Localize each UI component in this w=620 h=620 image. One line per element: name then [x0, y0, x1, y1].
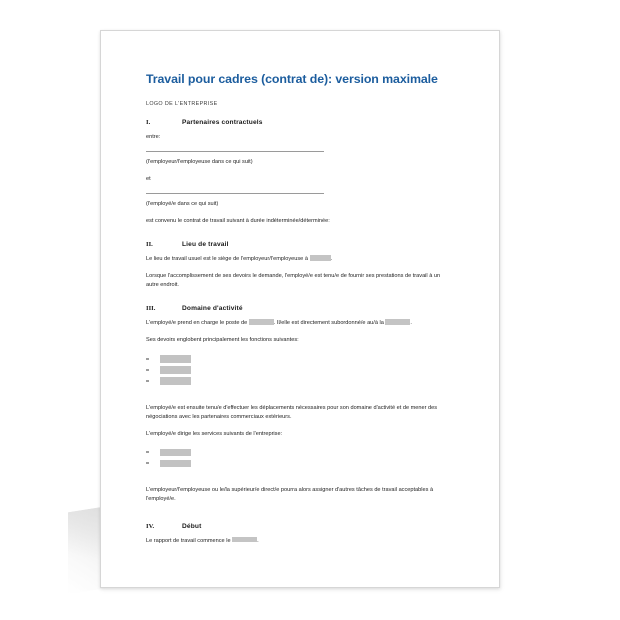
square-bullet-icon [146, 358, 160, 361]
caption-employer: (l'employeur/l'employeuse dans ce qui suit) [146, 158, 253, 165]
section-title-ii: Lieu de travail [182, 241, 229, 249]
blank-field-service[interactable] [160, 449, 191, 456]
signature-line-employer [146, 151, 324, 152]
services-bullet-list [146, 447, 454, 469]
spacer [146, 397, 454, 404]
page-content [101, 31, 499, 546]
section-heading-ii [146, 241, 454, 248]
section-iii-paragraph-4: L'employé/e dirige les services suivants de l'entreprise: [146, 430, 283, 437]
section-title-iii: Domaine d'activité [182, 305, 243, 313]
list-item[interactable] [146, 447, 454, 458]
spacer [146, 512, 454, 523]
section-iii-paragraph-2: Ses devoirs englobent principalement les fonctions suivantes: [146, 337, 299, 344]
page-title: Travail pour cadres (contrat de): version maximale [146, 72, 438, 86]
section-number-ii: II. [146, 241, 153, 249]
company-logo-placeholder: LOGO DE L'ENTREPRISE [146, 100, 218, 107]
square-bullet-icon [146, 462, 160, 465]
spacer [146, 298, 454, 305]
section-title-iv: Début [182, 522, 202, 530]
text-fragment: . [330, 256, 333, 263]
list-item[interactable] [146, 376, 454, 387]
section-iii-paragraph-1 [146, 319, 454, 328]
section-ii-paragraph-2: Lorsque l'accomplissement de ses devoirs le demande, l'employé/e est tenu/e de fournir ses prestations de travail à un autre endroit. [146, 273, 441, 289]
section-number-i: I. [146, 118, 151, 126]
section-iii-paragraph-3: L'employé/e est ensuite tenu/e d'effectuer les déplacements nécessaires pour son domaine d'activité et de mener des négociations avec les partenaires commerciaux extérieurs. [146, 404, 438, 420]
document-page [100, 30, 500, 588]
blank-field-start-date[interactable] [232, 537, 257, 543]
text-fragment: L'employé/e prend en charge le poste de [146, 320, 248, 327]
spacer [146, 234, 454, 241]
section-i-conjunction: et [146, 175, 151, 182]
section-heading-iii [146, 305, 454, 312]
section-iv-paragraph-1 [146, 537, 454, 546]
section-iii-paragraph-5: L'employeur/l'employeuse ou le/la supérieur/e direct/e pourra alors assigner d'autres tâches de travail acceptables à l'employé/e. [146, 486, 434, 502]
text-fragment: Le lieu de travail usuel est le siège de l'employeur/l'employeuse à [146, 256, 308, 263]
blank-field-duty[interactable] [160, 366, 191, 373]
signature-line-employee [146, 193, 324, 194]
section-number-iii: III. [146, 305, 156, 313]
list-item[interactable] [146, 458, 454, 469]
section-heading-i [146, 119, 454, 126]
blank-field-duty[interactable] [160, 355, 191, 362]
blank-field-position[interactable] [249, 319, 274, 325]
spacer [146, 479, 454, 486]
list-item[interactable] [146, 354, 454, 365]
blank-field-workplace[interactable] [310, 255, 331, 261]
section-title-i: Partenaires contractuels [182, 118, 263, 126]
square-bullet-icon [146, 451, 160, 454]
text-fragment: Le rapport de travail commence le [146, 537, 231, 544]
square-bullet-icon [146, 380, 160, 383]
text-fragment: . [257, 537, 259, 544]
duties-bullet-list [146, 354, 454, 387]
blank-field-service[interactable] [160, 460, 191, 467]
blank-field-supervisor[interactable] [385, 319, 410, 325]
text-fragment: . Il/elle est directement subordonné/e au/à la [273, 320, 384, 327]
list-item[interactable] [146, 365, 454, 376]
section-ii-paragraph-1 [146, 255, 454, 264]
section-i-intro: entre: [146, 133, 161, 140]
section-i-closing: est convenu le contrat de travail suivant à durée indéterminée/déterminée: [146, 218, 330, 225]
section-heading-iv [146, 523, 454, 530]
caption-employee: (l'employé/e dans ce qui suit) [146, 201, 219, 208]
text-fragment: . [410, 320, 412, 327]
section-number-iv: IV. [146, 522, 155, 530]
blank-field-duty[interactable] [160, 377, 191, 384]
square-bullet-icon [146, 369, 160, 372]
